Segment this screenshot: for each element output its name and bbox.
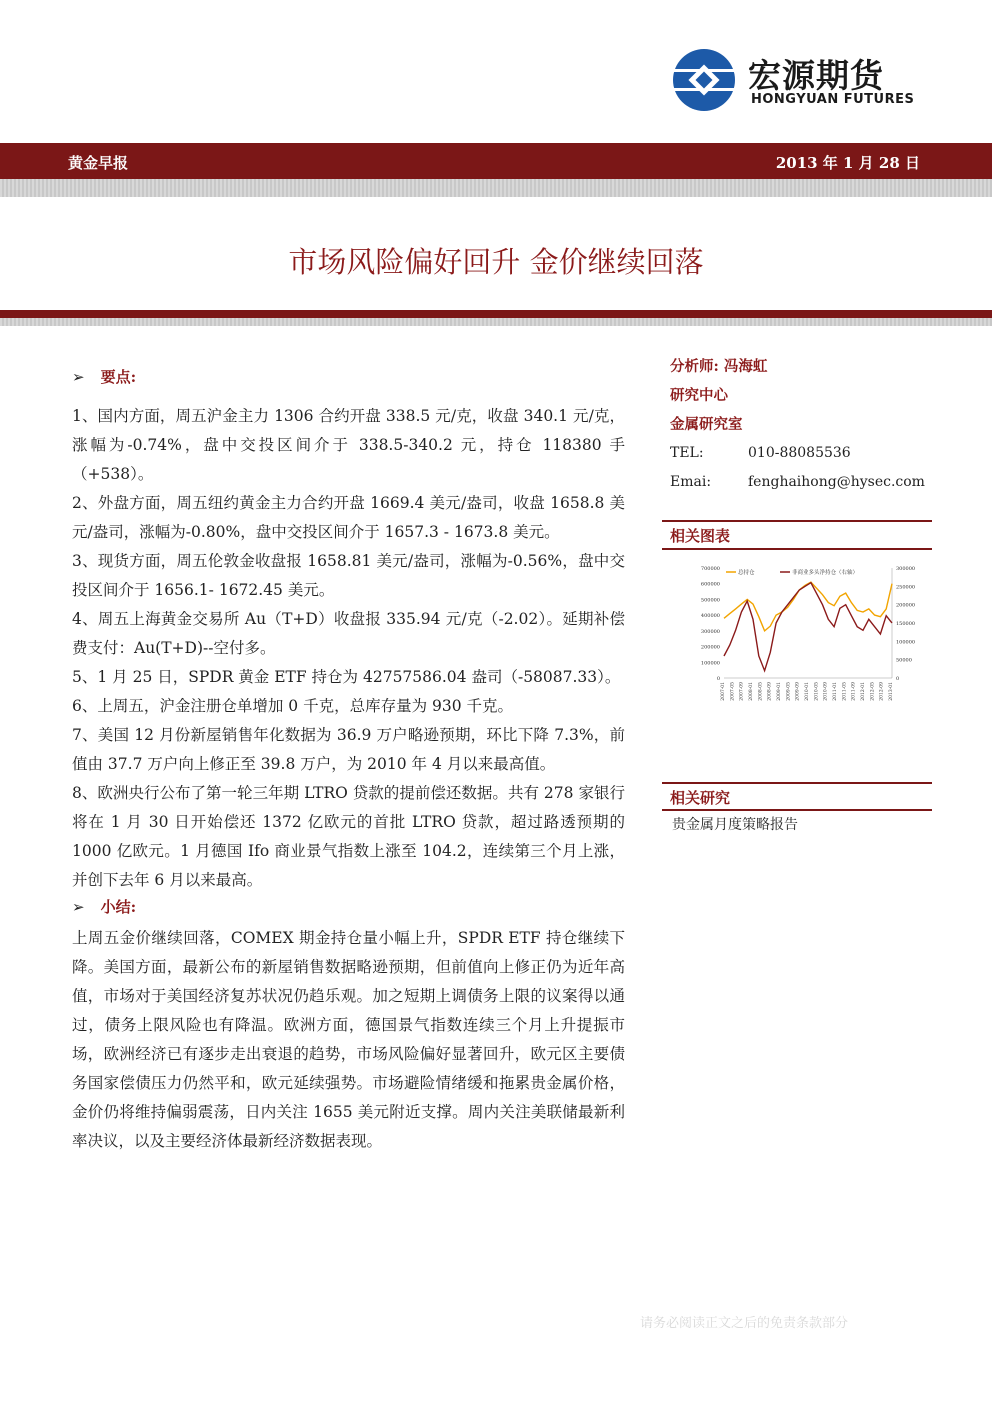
- key-point-item: 3、现货方面，周五伦敦金收盘报 1658.81 美元/盎司，涨幅为-0.56%，盘中交投区间介于 1656.1- 1672.45 美元。: [72, 552, 625, 599]
- x-tick-label: 2010-05: [814, 682, 820, 701]
- y-left-tick-label: 0: [716, 676, 720, 682]
- tel-value: 010-88085536: [748, 445, 851, 461]
- x-tick-label: 2010-09: [823, 682, 829, 701]
- related-research-link[interactable]: 贵金属月度策略报告: [672, 817, 798, 833]
- y-left-tick-label: 600000: [700, 581, 720, 588]
- x-tick-label: 2008-09: [767, 682, 773, 701]
- key-point-item: 5、1 月 25 日，SPDR 黄金 ETF 持仓为 42757586.04 盎司（-58087.33）。: [72, 668, 621, 686]
- x-tick-label: 2011-09: [851, 682, 857, 701]
- x-tick-label: 2009-01: [777, 682, 782, 701]
- department: 研究中心: [670, 387, 728, 404]
- key-points-heading: [72, 366, 136, 387]
- sidebar: [670, 352, 932, 497]
- summary-body: [72, 924, 625, 1156]
- x-tick-label: 2012-09: [879, 682, 885, 701]
- analyst-name: 分析师: 冯海虹: [670, 358, 768, 375]
- email-row: [670, 468, 932, 497]
- key-point-item: 7、美国 12 月份新屋销售年化数据为 36.9 万户略逊预期，环比下降 7.3%，前值由 37.7 万户向上修正至 39.8 万户，为 2010 年 4 月以来最高值。: [72, 726, 625, 773]
- net-long-line: [724, 583, 892, 671]
- header-divider: [0, 179, 992, 197]
- title-divider-stripe: [0, 318, 992, 326]
- company-logo: [672, 48, 922, 112]
- key-point-item: 6、上周五，沪金注册仓单增加 0 千克，总库存量为 930 千克。: [72, 697, 514, 715]
- report-date: 2013 年 1 月 28 日: [775, 154, 920, 172]
- x-tick-label: 2013-01: [889, 682, 894, 701]
- y-right-tick-label: 250000: [896, 584, 916, 591]
- x-tick-label: 2011-01: [833, 682, 838, 701]
- y-left-tick-label: 200000: [700, 644, 720, 651]
- x-tick-label: 2009-05: [786, 682, 792, 701]
- y-left-tick-label: 400000: [700, 613, 720, 620]
- y-left-tick-label: 500000: [700, 597, 720, 604]
- key-points-label: 要点:: [100, 368, 137, 386]
- logo-english-name: HONGYUAN FUTURES: [751, 92, 915, 107]
- x-tick-label: 2009-09: [795, 682, 801, 701]
- summary-heading: [72, 896, 136, 917]
- y-right-tick-label: 200000: [896, 602, 916, 609]
- x-tick-label: 2008-05: [758, 682, 764, 701]
- key-point-item: 2、外盘方面，周五纽约黄金主力合约开盘 1669.4 美元/盎司，收盘 1658.8 美元/盎司，涨幅为-0.80%，盘中交投区间介于 1657.3 - 1673.8 美元。: [72, 494, 625, 541]
- legend-label-net: 非商业多头净持仓（右轴）: [792, 570, 859, 576]
- research-top-rule: [662, 782, 932, 784]
- charts-bottom-rule: [662, 548, 932, 550]
- x-tick-label: 2007-09: [739, 682, 745, 701]
- report-type: 黄金早报: [68, 154, 129, 172]
- x-tick-label: 2007-05: [730, 682, 736, 701]
- charts-top-rule: [662, 520, 932, 522]
- x-tick-label: 2011-05: [842, 682, 848, 701]
- summary-label: 小结:: [100, 898, 137, 916]
- email-label: Emai:: [670, 474, 712, 490]
- x-tick-label: 2012-05: [870, 682, 876, 701]
- hongyuan-logo-icon: [672, 48, 736, 112]
- x-tick-label: 2008-01: [749, 682, 754, 701]
- tel-row: [670, 439, 932, 468]
- key-point-item: 1、国内方面，周五沪金主力 1306 合约开盘 338.5 元/克，收盘 340.1 元/克，涨幅为-0.74%，盘中交投区间介于 338.5-340.2 元，持仓 118380 手（+538）。: [72, 407, 625, 483]
- y-right-tick-label: 50000: [896, 657, 912, 664]
- y-right-tick-label: 300000: [896, 566, 916, 572]
- x-tick-label: 2012-01: [861, 682, 866, 701]
- page-title: 市场风险偏好回升 金价继续回落: [288, 245, 704, 279]
- y-left-tick-label: 700000: [700, 566, 720, 572]
- key-point-item: 8、欧洲央行公布了第一轮三年期 LTRO 贷款的提前偿还数据。共有 278 家银行将在 1 月 30 日开始偿还 1372 亿欧元的首批 LTRO 贷款，超过路透预期的 1000 亿欧元。1 月德国 Ifo 商业景气指数上涨至 104.2，连续第三个月上涨，并创下去年 6 月以来最高。: [72, 784, 625, 889]
- disclaimer-note: 请务必阅读正文之后的免责条款部分: [640, 1316, 849, 1331]
- gold-positions-chart: [694, 560, 924, 712]
- y-left-tick-label: 300000: [700, 628, 720, 635]
- y-right-tick-label: 150000: [896, 621, 916, 627]
- tel-label: TEL:: [670, 445, 704, 461]
- legend-label-total: 总持仓: [738, 570, 755, 576]
- research-bottom-rule: [662, 809, 932, 811]
- y-right-tick-label: 100000: [896, 639, 916, 646]
- key-points-list: [72, 402, 625, 895]
- sub-department: 金属研究室: [670, 416, 743, 433]
- x-tick-label: 2007-01: [721, 682, 726, 701]
- arrow-bullet-icon: ➢: [72, 368, 85, 386]
- summary-text: 上周五金价继续回落，COMEX 期金持仓量小幅上升，SPDR ETF 持仓继续下降。美国方面，最新公布的新屋销售数据略逊预期，但前值向上修正仍为近年高值，市场对于美国经济复苏状况仍趋乐观。加之短期上调债务上限的议案得以通过，债务上限风险也有降温。欧洲方面，德国景气指数连续三个月上升提振市场，欧洲经济已有逐步走出衰退的趋势，市场风险偏好显著回升，欧元区主要债务国家偿债压力仍然平和，欧元延续强势。市场避险情绪缓和拖累贵金属价格，金价仍将维持偏弱震荡，日内关注 1655 美元附近支撑。周内关注美联储最新利率决议，以及主要经济体最新经济数据表现。: [72, 929, 625, 1150]
- email-value[interactable]: fenghaihong@hysec.com: [748, 474, 925, 490]
- arrow-bullet-icon: ➢: [72, 898, 85, 916]
- y-left-tick-label: 100000: [700, 660, 720, 667]
- x-tick-label: 2010-01: [805, 682, 810, 701]
- title-divider: [0, 310, 992, 318]
- y-right-tick-label: 0: [896, 676, 900, 682]
- related-research-title: 相关研究: [670, 789, 731, 807]
- related-charts-title: 相关图表: [670, 527, 731, 545]
- key-point-item: 4、周五上海黄金交易所 Au（T+D）收盘报 335.94 元/克（-2.02）。延期补偿费支付：Au(T+D)--空付多。: [72, 610, 625, 657]
- logo-chinese-name: 宏源期货: [748, 56, 884, 95]
